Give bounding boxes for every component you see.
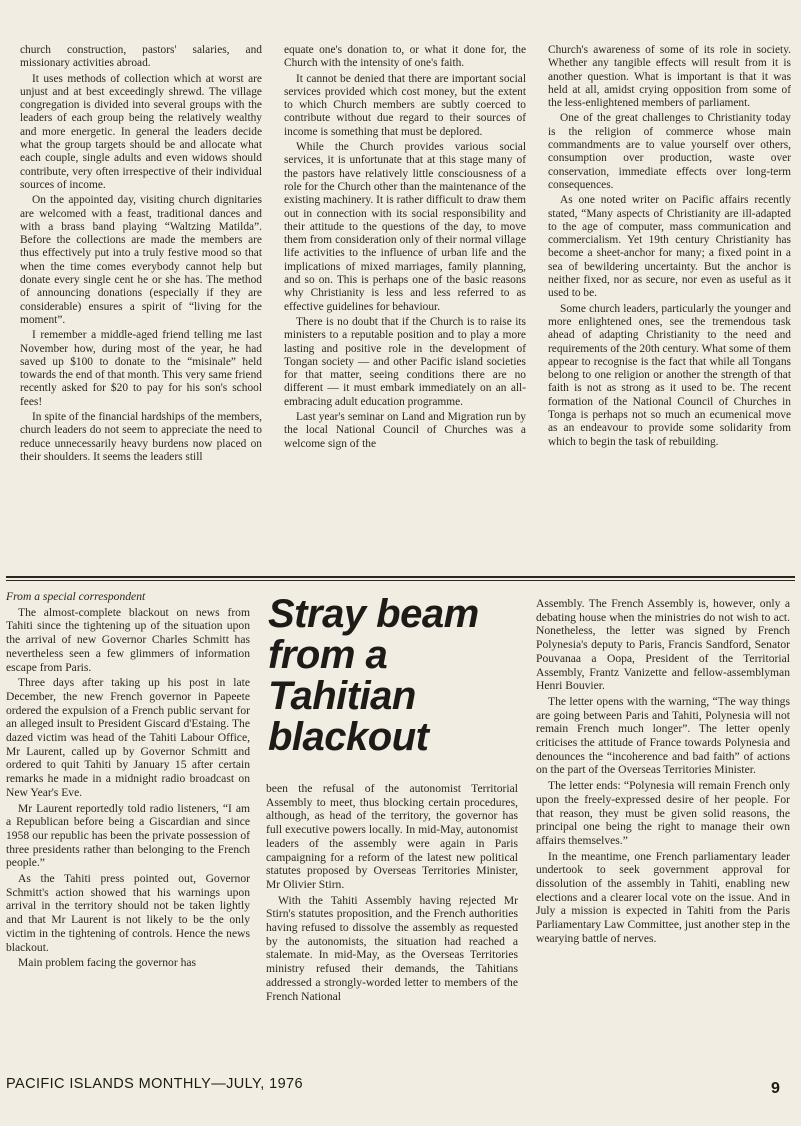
headline-line: from a bbox=[268, 633, 388, 677]
paragraph: The almost-complete blackout on news from Tahiti since the tightening up of the situation upon the arrival of new Governor Charles Schmitt has nevertheless seen a few glimmers of information escape from Paris. bbox=[6, 605, 250, 674]
paragraph: equate one's donation to, or what it done for, the Church with the intensity of one's faith. bbox=[284, 44, 526, 70]
top-article-column-2 bbox=[284, 44, 526, 453]
article-column-2 bbox=[266, 782, 518, 1005]
paragraph: As one noted writer on Pacific affairs recently stated, “Many aspects of Christianity are ill-adapted to the age of computer, mass communication and commercialism. Yet 19th century Christianity has become a sheet-anchor for many; a fixed point in a sea of bewildering uncertainty. But the anchor is neither fixed, nor as secure, nor even as useful as it used to be. bbox=[548, 194, 791, 300]
top-article-column-1 bbox=[20, 44, 262, 466]
article-column-3 bbox=[536, 597, 790, 948]
top-article-column-3 bbox=[548, 44, 791, 451]
paragraph: Main problem facing the governor has bbox=[18, 956, 197, 970]
paragraph: In the meantime, one French parliamentary leader undertook to seek government approval for dissolution of the assembly in Tahiti, enabling new elections and a clearer local vote on the issue. And in July a mission is expected in Tahiti from the Paris Parliamentary Law Committee, just another step in the wearying battle of nerves. bbox=[536, 849, 790, 945]
paragraph: Church's awareness of some of its role in society. Whether any tangible effects will result from it is another question. What is important is that it was held at all, amidst crying opposition from some of the less-enlightened members of parliament. bbox=[548, 44, 791, 110]
paragraph: I remember a middle-aged friend telling me last November how, during most of the year, he had saved up $100 to donate to the “misinale” held towards the end of that month. This very same friend recently asked for $20 to pay for his son's school fees! bbox=[20, 329, 262, 408]
paragraph: Three days after taking up his post in late December, the new French governor in Papeete ordered the expulsion of a French public servant for an alleged insult to President Giscard d'Estaing. The dazed victim was head of the Tahiti Labour Office, Mr Laurent, called up by Governor Schmitt and ordered to quit Tahiti by January 15 after certain remarks he made in a midnight radio broadcast on New Year's Eve. bbox=[6, 676, 250, 799]
section-divider-rule bbox=[6, 576, 795, 578]
article-column-1 bbox=[6, 590, 250, 972]
paragraph: The letter ends: “Polynesia will remain French only upon the freely-expressed desire of her people. For that reason, they must be given solid reasons, the principal one being the right to manage their own affairs themselves.” bbox=[536, 779, 790, 847]
headline-line: blackout bbox=[268, 715, 429, 759]
paragraph: The letter opens with the warning, “The way things are going between Paris and Tahiti, Polynesia will not remain French much longer”. The letter openly criticises the attitude of France towards Polynesia and denounces the “incoherence and bad faith” of actions on the part of the Overseas Territories Minister. bbox=[536, 694, 790, 777]
headline bbox=[268, 594, 518, 758]
headline-line: Tahitian bbox=[268, 674, 416, 718]
paragraph: Assembly. The French Assembly is, however, only a debating house when the ministries do not wish to act. Nonetheless, the letter was signed by French Polynesia's deputy to Paris, Francis Sandford, Senator Pouvanaa a Oopa, President of the Territorial Assembly, Frantz Vanizette and fellow-assemblyman Henri Bouvier. bbox=[536, 597, 790, 693]
publication-footer: PACIFIC ISLANDS MONTHLY—JULY, 1976 bbox=[6, 1076, 303, 1092]
page-number: 9 bbox=[771, 1080, 780, 1097]
paragraph: While the Church provides various social services, it is unfortunate that at this stage many of the pastors have relatively little consciousness of a role for the Church other than the maintenance of the existing machinery. It is rather difficult to draw them out in connection with its social responsibility and their attitude to the questions of the day, to move them from consideration only of their normal village life activities to the influence of urban life and the implications of mixed marriages, family planning, and so on. This is perhaps one of the basic reasons why Christianity is less and less referred to as effective guidelines for behaviour. bbox=[284, 141, 526, 313]
byline: From a special correspondent bbox=[6, 590, 146, 603]
section-divider-rule-thin bbox=[6, 580, 795, 581]
paragraph: There is no doubt that if the Church is to raise its ministers to a reputable position and to play a more lasting and positive role in the development of Tongan society — and other Pacific island societies for that matter, seeing conditions there are no different — it must embark immediately on an all-embracing adult education programme. bbox=[284, 315, 526, 408]
paragraph: On the appointed day, visiting church dignitaries are welcomed with a feast, traditional dances and with a brass band playing “Waltzing Matilda”. Before the collections are made the members are thus effectively put into a truly festive mood so that when the time comes everybody cannot help but donate every single cent he or she has. The method of announcing donations (especially if they are considerable) ensures a spirit of “living for the moment”. bbox=[20, 194, 262, 326]
paragraph: Mr Laurent reportedly told radio listeners, “I am a Republican before being a Giscardian and since 1958 our republic has been the private possession of three presidents rather than belonging to the French people.” bbox=[6, 801, 250, 870]
paragraph: In spite of the financial hardships of the members, church leaders do not seem to appreciate the need to reduce unnecessarily heavy burdens now placed on their shoulders. It seems the leaders still bbox=[20, 411, 262, 463]
paragraph: Last year's seminar on Land and Migration run by the local National Council of Churches was a welcome sign of the bbox=[284, 411, 526, 450]
paragraph: been the refusal of the autonomist Territorial Assembly to meet, thus blocking certain procedures, although, as head of the territory, the governor has full executive powers locally. In mid-May, autonomist leaders of the assembly were again in Paris campaigning for a reform of the latest new political statutes proposed by Overseas Territories Minister, Mr Olivier Stirn. bbox=[266, 782, 518, 891]
headline-line: Stray beam bbox=[268, 592, 479, 636]
paragraph: With the Tahiti Assembly having rejected Mr Stirn's statutes proposition, and the French authorities having refused to dissolve the assembly as requested by the autonomists, the situation had reached a stalemate. In mid-May, as the Overseas Territories ministry refused their demands, the Tahitians addressed a strongly-worded letter to members of the French National bbox=[266, 893, 518, 1003]
paragraph: church construction, pastors' salaries, and missionary activities abroad. bbox=[20, 44, 262, 70]
paragraph: It uses methods of collection which at worst are unjust and at best exceedingly shrewd. The village congregation is divided into several groups with the leaders of each group being the relatively wealthy and more energetic. In general the leaders decide what the group targets should be and allocate what each couple, single adults and even widows should contribute, very often irrespective of their individual sources of income. bbox=[20, 72, 262, 191]
paragraph: As the Tahiti press pointed out, Governor Schmitt's action showed that his warnings upon arrival in the territory should not be taken lightly and that Mr Laurent is not likely to be the only victim in the tightening of controls. Hence the news blackout. bbox=[6, 872, 250, 954]
paragraph: Some church leaders, particularly the younger and more enlightened ones, see the tremendous task ahead of adapting Christianity to the need and requirements of the 20th century. What some of them appear to recognise is the fact that while all Tongans belong to one religion or another the strength of that faith is not as strong as it used to be. The recent formation of the National Council of Churches in Tonga is perhaps not so much an ecumenical move as an endeavour to provide some solidarity from which to begin the task of rebuilding. bbox=[548, 302, 791, 448]
paragraph: It cannot be denied that there are important social services provided which cost money, but the extent to which Church members are subtly coerced to contribute without due regard to their sources of income is something that must be deplored. bbox=[284, 72, 526, 138]
paragraph: One of the great challenges to Christianity today is the religion of commerce whose main commandments are to value yourself over others, consumption over production, waste over conservation, immediate effects over long-term consequences. bbox=[548, 112, 791, 191]
